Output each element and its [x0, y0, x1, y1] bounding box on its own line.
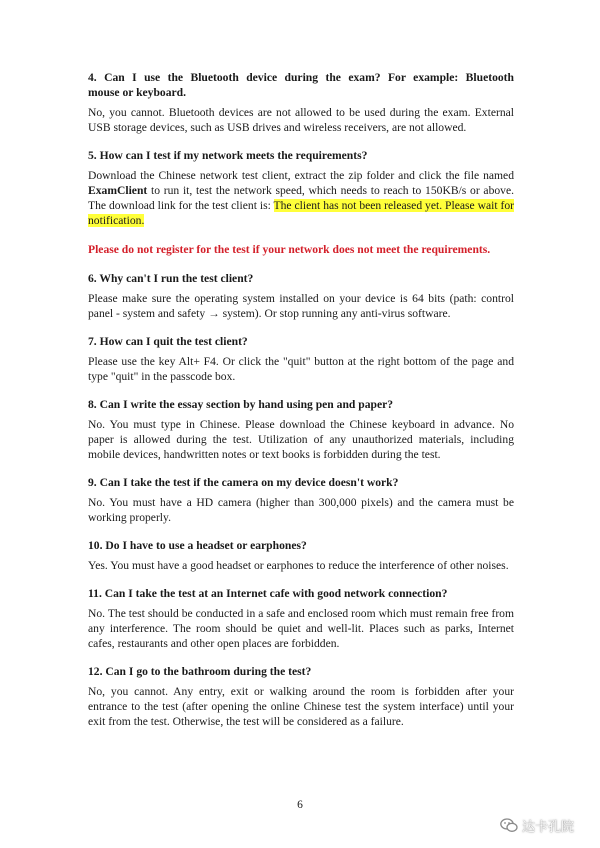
page-number: 6 [297, 799, 303, 811]
wechat-icon [500, 818, 518, 833]
answer-11: No. The test should be conducted in a safe and enclosed room which must remain free from any interference. The room should be quiet and well-lit. Places such as parks, Internet cafes, restaurants and other open places are forbidden. [88, 607, 514, 650]
question-4: 4. Can I use the Bluetooth device during the exam? For example: Bluetooth mouse or keyboard. [88, 71, 514, 99]
watermark [500, 816, 574, 835]
answer-12: No, you cannot. Any entry, exit or walking around the room is forbidden after your entrance to the test (after opening the online Chinese test the system interface) until your exit from the test. Otherwise, the test will be considered as a failure. [88, 685, 514, 728]
question-8: 8. Can I write the essay section by hand using pen and paper? [88, 398, 394, 411]
answer-10: Yes. You must have a good headset or earphones to reduce the interference of other noises. [88, 559, 509, 572]
watermark-text: 达卡孔院 [522, 820, 575, 835]
highlighted-notice: The client has not been released yet. Please wait for notification. [88, 199, 515, 227]
answer-4: No, you cannot. Bluetooth devices are not allowed to be used during the exam. External USB storage devices, such as USB drives and wireless receivers, are not allowed. [88, 106, 514, 134]
question-6: 6. Why can't I run the test client? [88, 272, 254, 285]
answer-5: Download the Chinese network test client, extract the zip folder and click the file named ExamClient to run it, test the network speed, which needs to reach to 150KB/s or above. The download link for the test client is: The client has not been released yet. Please wait for notification. [88, 169, 515, 227]
answer-7: Please use the key Alt+ F4. Or click the "quit" button at the right bottom of the page and type "quit" in the passcode box. [88, 355, 514, 383]
question-10: 10. Do I have to use a headset or earphones? [88, 539, 307, 552]
question-11: 11. Can I take the test at an Internet cafe with good network connection? [88, 587, 448, 600]
question-5: 5. How can I test if my network meets the requirements? [88, 149, 368, 162]
answer-8: No. You must type in Chinese. Please download the Chinese keyboard in advance. No paper is allowed during the test. Utilization of any unauthorized materials, including mobile devices, handwritten notes or text books is forbidden during the test. [88, 418, 514, 461]
question-9: 9. Can I take the test if the camera on my device doesn't work? [88, 476, 399, 489]
exam-client-filename: ExamClient [88, 184, 148, 197]
network-warning: Please do not register for the test if your network does not meet the requirements. [88, 243, 491, 256]
question-7: 7. How can I quit the test client? [88, 335, 248, 348]
answer-9: No. You must have a HD camera (higher than 300,000 pixels) and the camera must be working properly. [88, 496, 514, 524]
question-12: 12. Can I go to the bathroom during the test? [88, 665, 312, 678]
faq-document [88, 70, 514, 742]
answer-6: Please make sure the operating system installed on your device is 64 bits (path: control panel - system and safety → system). Or stop running any anti-virus software. [88, 292, 514, 320]
